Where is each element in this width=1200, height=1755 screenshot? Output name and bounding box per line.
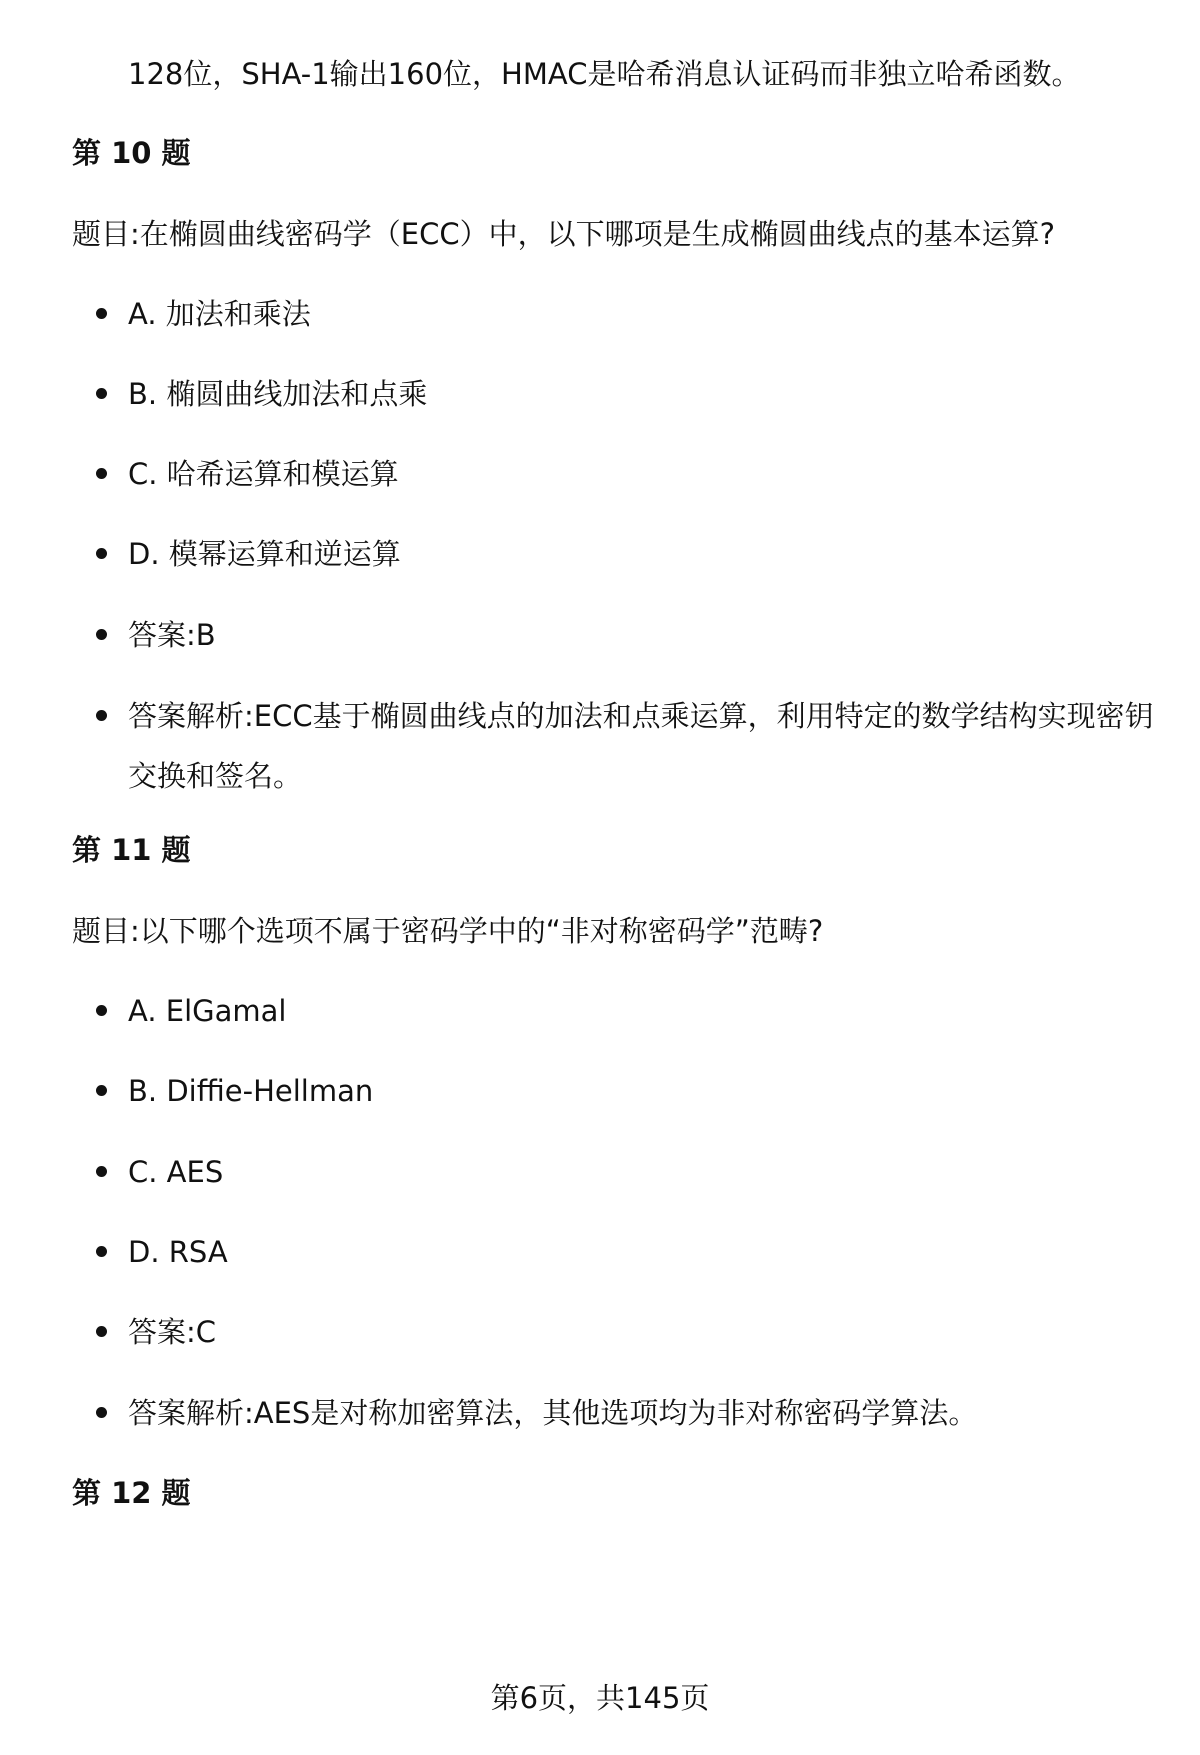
bullet-icon	[96, 1326, 107, 1337]
question-12-heading: 第 12 题	[72, 1476, 191, 1510]
option-label: A. 加法和乘法	[128, 297, 311, 331]
question-11-text: 题目:以下哪个选项不属于密码学中的“非对称密码学”范畴?	[72, 914, 824, 948]
option-label: C. AES	[128, 1155, 224, 1189]
question-11-heading: 第 11 题	[72, 833, 191, 867]
bullet-icon	[96, 1166, 107, 1177]
continued-explanation-text: 128位，SHA-1输出160位，HMAC是哈希消息认证码而非独立哈希函数。	[128, 57, 1081, 91]
bullet-icon	[96, 388, 107, 399]
answer-label: 答案:B	[128, 618, 216, 652]
bullet-icon	[96, 1407, 107, 1418]
bullet-icon	[96, 308, 107, 319]
option-label: C. 哈希运算和模运算	[128, 457, 399, 491]
explanation-text: 答案解析:ECC基于椭圆曲线点的加法和点乘运算，利用特定的数学结构实现密钥交换和签名。	[128, 699, 1154, 793]
option-label: D. 模幂运算和逆运算	[128, 537, 401, 571]
bullet-icon	[96, 1246, 107, 1257]
answer-label: 答案:C	[128, 1315, 217, 1349]
option-label: A. ElGamal	[128, 994, 287, 1028]
question-10-text: 题目:在椭圆曲线密码学（ECC）中，以下哪项是生成椭圆曲线点的基本运算?	[72, 217, 1055, 251]
bullet-icon	[96, 1005, 107, 1016]
bullet-icon	[96, 548, 107, 559]
page-number-footer: 第6页，共145页	[490, 1681, 710, 1715]
bullet-icon	[96, 629, 107, 640]
option-label: B. 椭圆曲线加法和点乘	[128, 377, 428, 411]
question-10-heading: 第 10 题	[72, 136, 191, 170]
explanation-text: 答案解析:AES是对称加密算法，其他选项均为非对称密码学算法。	[128, 1396, 978, 1430]
option-label: D. RSA	[128, 1235, 228, 1269]
bullet-icon	[96, 710, 107, 721]
bullet-icon	[96, 1085, 107, 1096]
bullet-icon	[96, 468, 107, 479]
option-label: B. Diffie-Hellman	[128, 1074, 374, 1108]
